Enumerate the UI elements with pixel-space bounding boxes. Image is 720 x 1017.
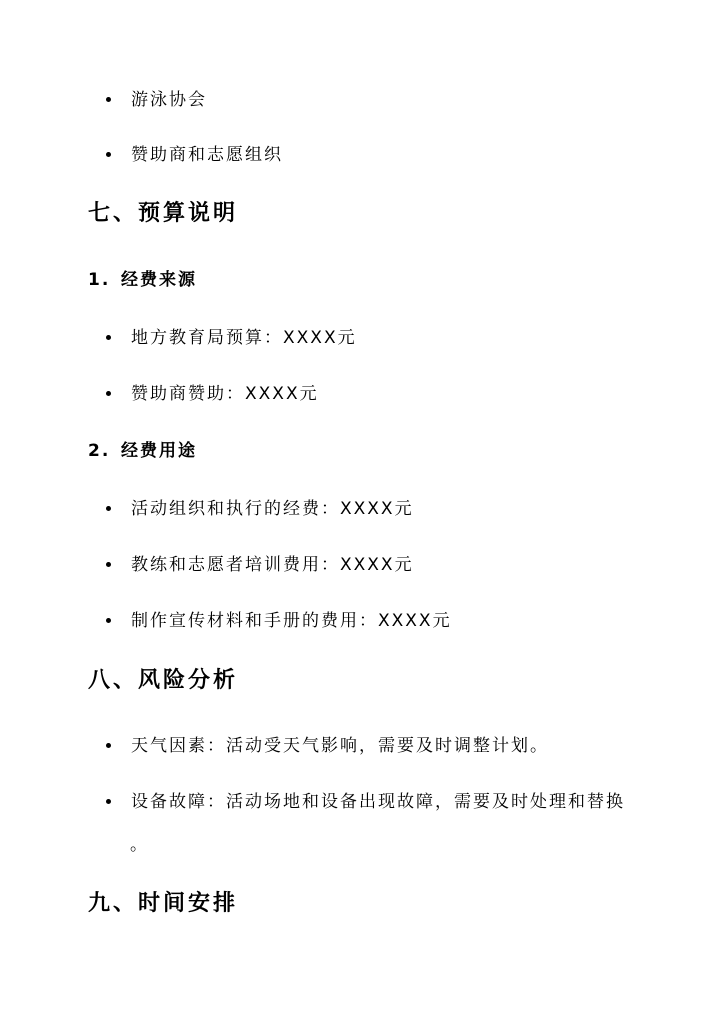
list-item-text: 设备故障：活动场地和设备出现故障，需要及时处理和替换	[131, 792, 625, 812]
bullet-icon	[106, 562, 111, 567]
section-title: 七、预算说明	[88, 201, 239, 226]
section-title: 八、风险分析	[88, 668, 239, 693]
list-item-text: 游泳协会	[131, 90, 207, 110]
bullet-icon	[106, 743, 111, 748]
list-item-text: 制作宣传材料和手册的费用：XXXX元	[131, 611, 452, 631]
subsection-title: 经费用途	[121, 441, 197, 461]
list-item-text: 天气因素：活动受天气影响，需要及时调整计划。	[131, 736, 549, 756]
section-title: 九、时间安排	[88, 891, 239, 916]
subsection-number: 2.	[88, 441, 111, 461]
list-item-text: 活动组织和执行的经费：XXXX元	[131, 499, 414, 519]
subsection-number: 1.	[88, 270, 111, 290]
bullet-icon	[106, 152, 111, 157]
bullet-icon	[106, 799, 111, 804]
continuation-text: 。	[130, 835, 147, 855]
bullet-icon	[106, 335, 111, 340]
list-item-text: 地方教育局预算：XXXX元	[131, 328, 357, 348]
bullet-icon	[106, 506, 111, 511]
bullet-icon	[106, 618, 111, 623]
bullet-icon	[106, 97, 111, 102]
list-item-text: 教练和志愿者培训费用：XXXX元	[131, 555, 414, 575]
subsection-title: 经费来源	[121, 270, 197, 290]
bullet-icon	[106, 391, 111, 396]
list-item-text: 赞助商和志愿组织	[131, 145, 283, 165]
list-item-text: 赞助商赞助：XXXX元	[131, 384, 319, 404]
